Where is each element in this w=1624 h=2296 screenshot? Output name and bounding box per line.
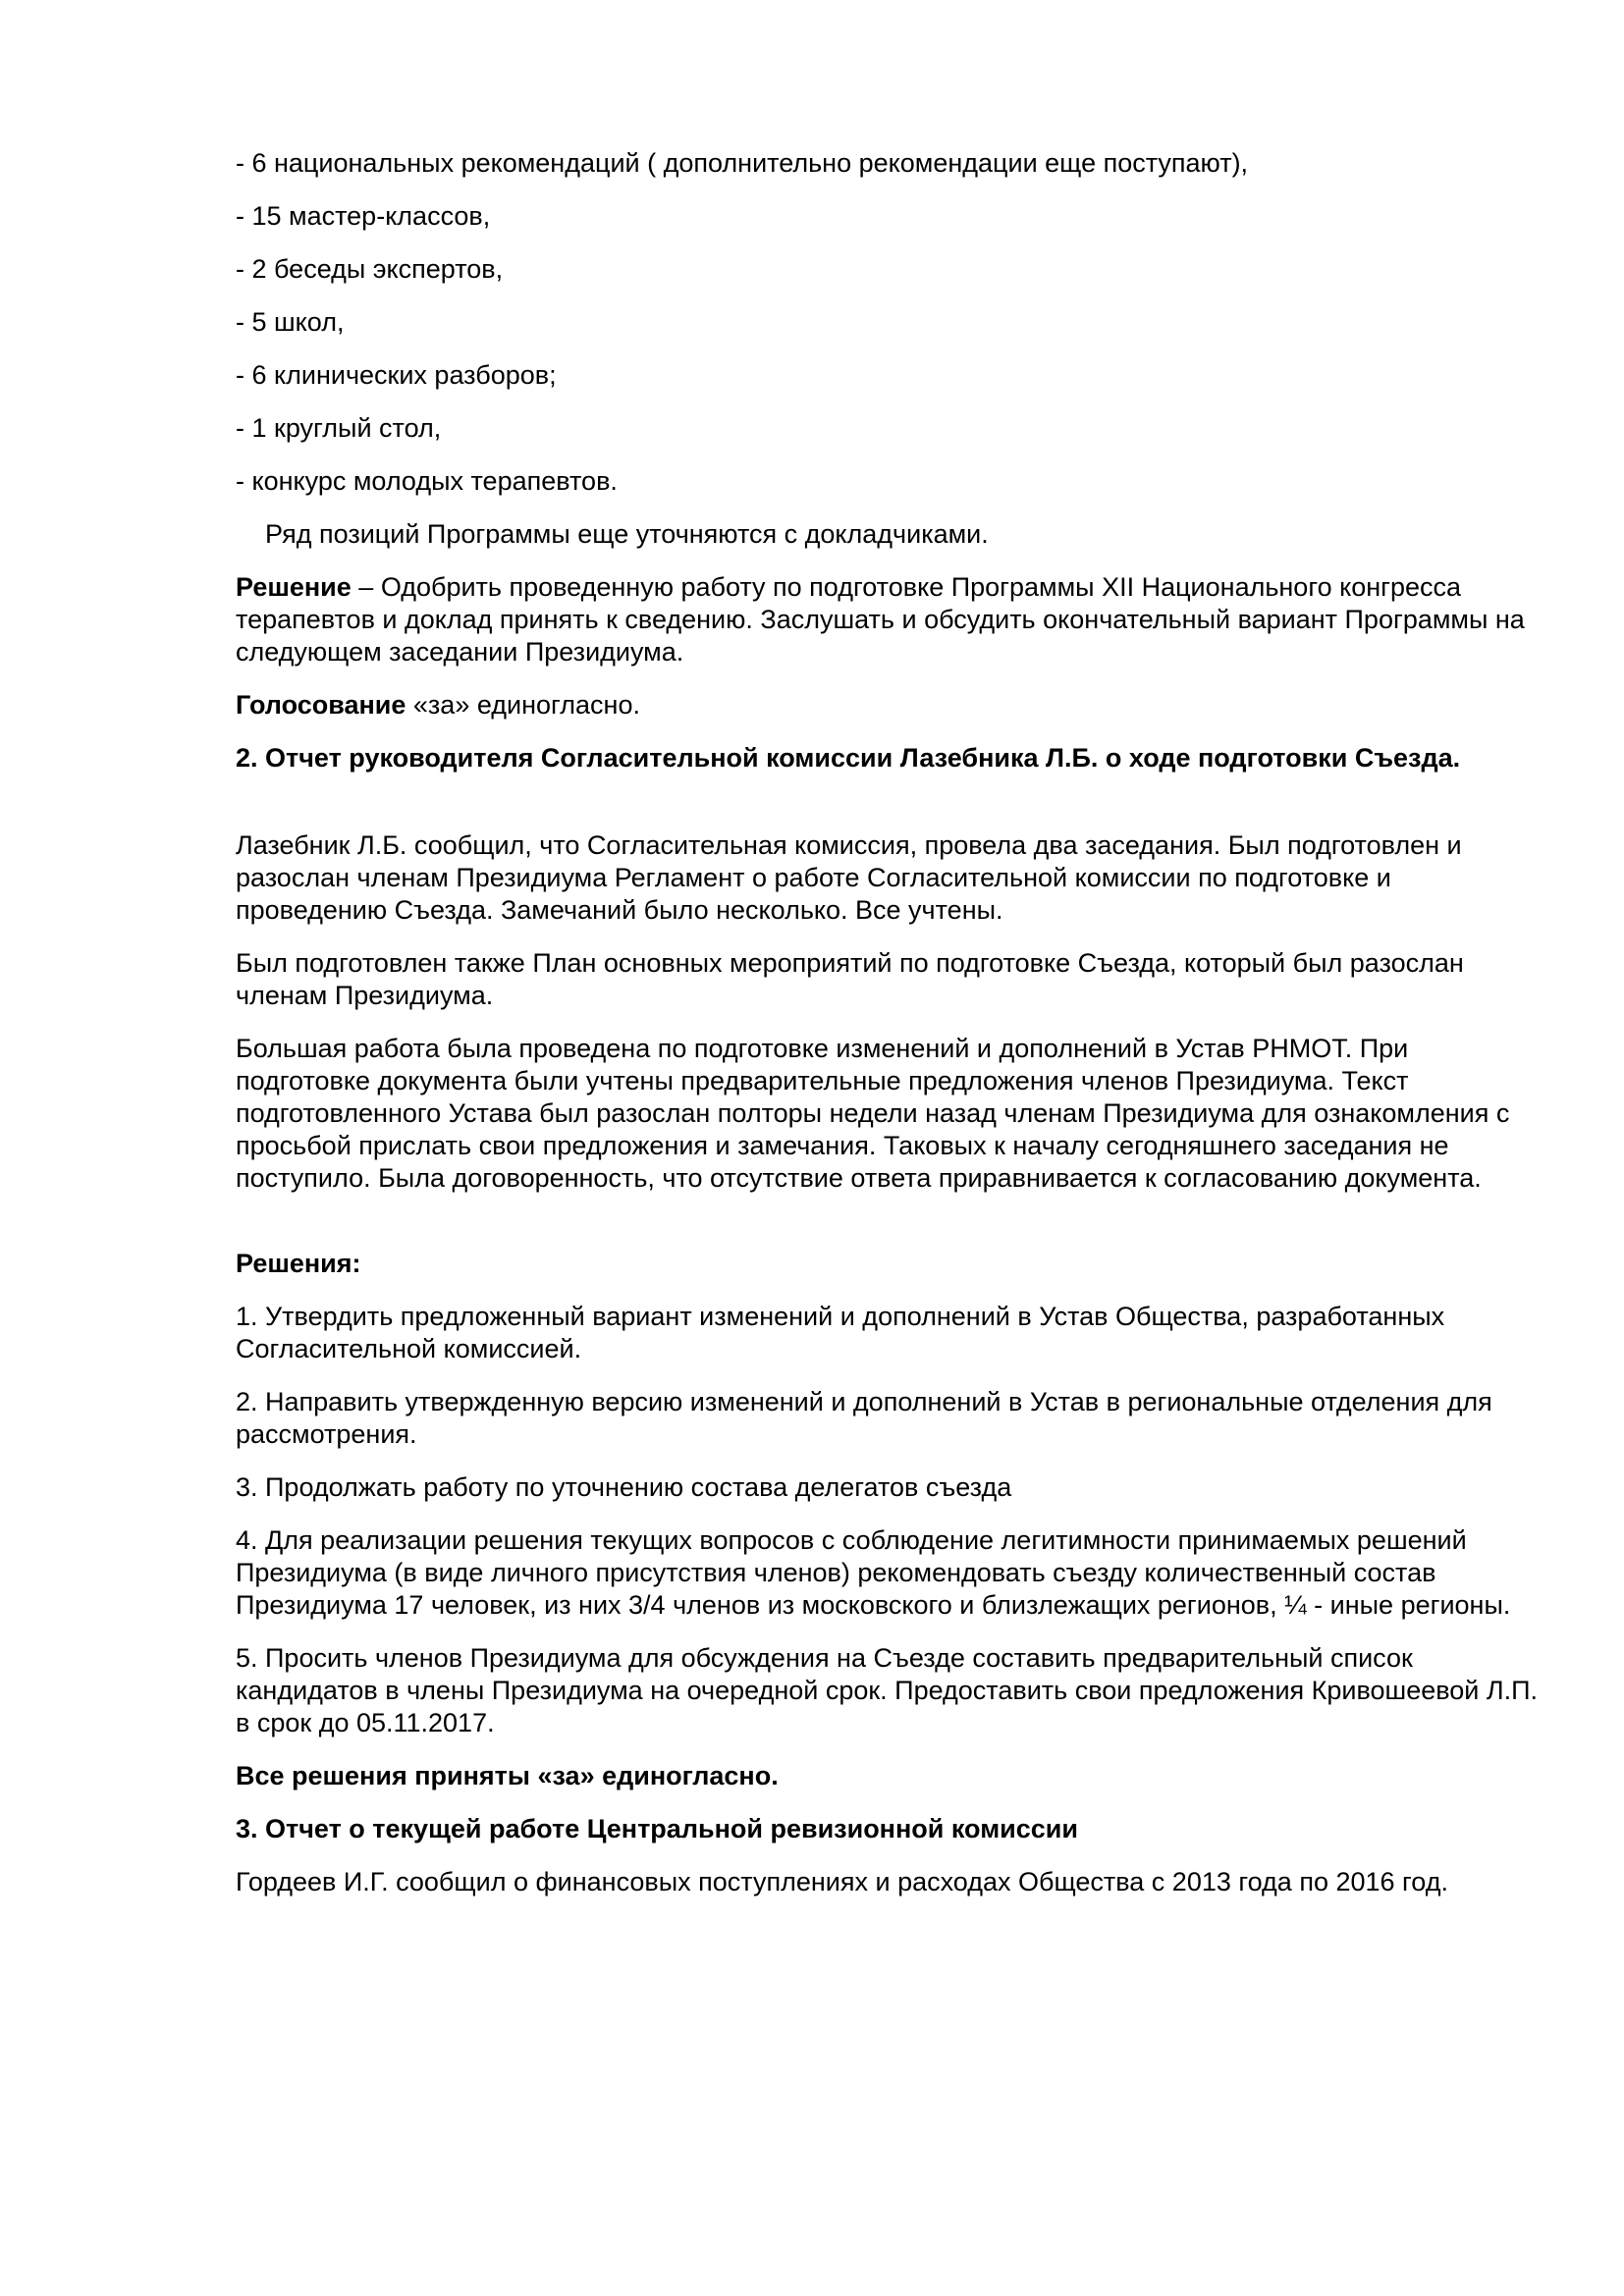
vote-label: Голосование [236,690,406,720]
list-item: - 1 круглый стол, [236,413,442,443]
vote-paragraph [236,689,1542,721]
section-3-heading: 3. Отчет о текущей работе Центральной ревизионной комиссии [236,1814,1078,1843]
list-item: - конкурс молодых терапевтов. [236,466,618,496]
decisions-heading: Решения: [236,1249,361,1278]
decision-item: 1. Утвердить предложенный вариант изменений и дополнений в Устав Общества, разработанных Согласительной комиссией. [236,1302,1445,1363]
all-decisions-statement: Все решения приняты «за» единогласно. [236,1761,779,1790]
list-item: - 6 национальных рекомендаций ( дополнительно рекомендации еще поступают), [236,148,1249,178]
decision-text: – Одобрить проведенную работу по подготовке Программы XII Национального конгресса терапевтов и доклад принять к сведению. Заслушать и обсудить окончательный вариант Программы на следующем заседании Президиума. [236,572,1525,667]
document-page [236,147,1542,1898]
decision-item: 3. Продолжать работу по уточнению состава делегатов съезда [236,1472,1012,1502]
decision-label: Решение [236,572,352,602]
list-item: - 15 мастер-классов, [236,201,491,231]
decision-paragraph [236,571,1542,668]
list-item: - 5 школ, [236,307,345,337]
list-item: - 6 клинических разборов; [236,360,557,390]
program-note: Ряд позиций Программы еще уточняются с докладчиками. [265,519,989,549]
decision-item: 4. Для реализации решения текущих вопросов с соблюдение легитимности принимаемых решений Президиума (в виде личного присутствия членов) рекомендовать съезду количественный состав Президиума 17 человек, из них 3/4 членов из московского и близлежащих регионов, ¼ - иные регионы. [236,1525,1511,1620]
list-item: - 2 беседы экспертов, [236,254,504,284]
section-2-paragraph: Лазебник Л.Б. сообщил, что Согласительная комиссия, провела два заседания. Был подготовлен и разослан членам Президиума Регламент о работе Согласительной комиссии по подготовке и проведению Съезда. Замечаний было несколько. Все учтены. [236,830,1462,925]
vote-text: «за» единогласно. [406,690,640,720]
decision-item: 2. Направить утвержденную версию изменений и дополнений в Устав в региональные отделения для рассмотрения. [236,1387,1492,1449]
section-2-heading: 2. Отчет руководителя Согласительной комиссии Лазебника Л.Б. о ходе подготовки Съезда. [236,743,1461,773]
section-3-paragraph: Гордеев И.Г. сообщил о финансовых поступлениях и расходах Общества с 2013 года по 2016 год. [236,1867,1448,1896]
section-2-paragraph: Был подготовлен также План основных мероприятий по подготовке Съезда, который был разослан членам Президиума. [236,948,1464,1010]
section-2-paragraph: Большая работа была проведена по подготовке изменений и дополнений в Устав РНМОТ. При подготовке документа были учтены предварительные предложения членов Президиума. Текст подготовленного Устава был разослан полторы недели назад членам Президиума для ознакомления с просьбой прислать свои предложения и замечания. Таковых к началу сегодняшнего заседания не поступило. Была договоренность, что отсутствие ответа приравнивается к согласованию документа. [236,1034,1510,1193]
decision-item: 5. Просить членов Президиума для обсуждения на Съезде составить предварительный список кандидатов в члены Президиума на очередной срок. Предоставить свои предложения Кривошеевой Л.П. в срок до 05.11.2017. [236,1643,1538,1737]
